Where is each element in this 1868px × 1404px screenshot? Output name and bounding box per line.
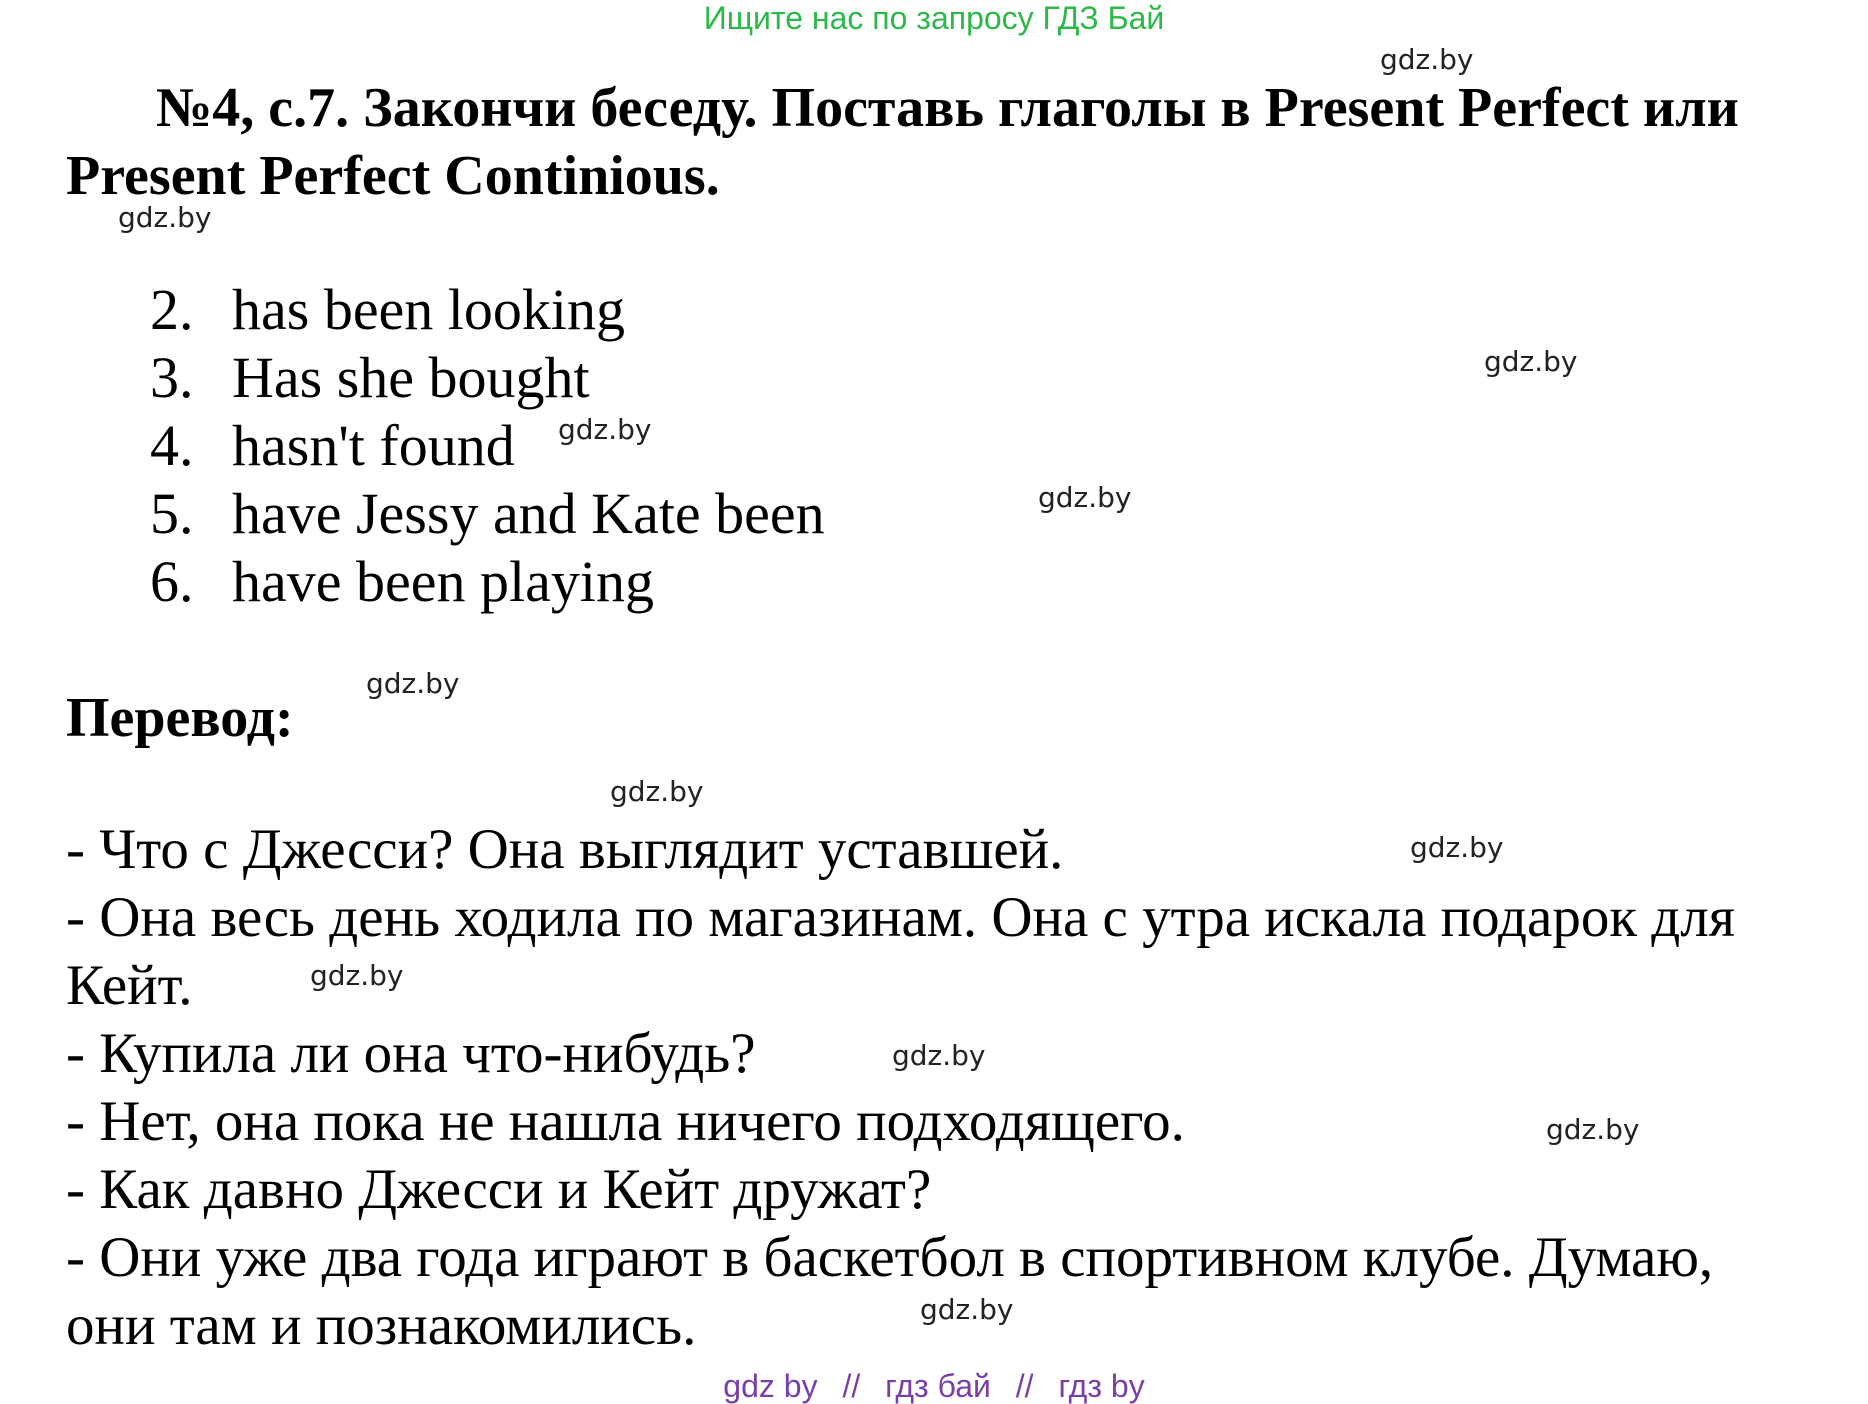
watermark: gdz.by bbox=[310, 959, 404, 992]
watermark: gdz.by bbox=[920, 1293, 1014, 1326]
answer-item bbox=[150, 276, 825, 344]
dialogue-line: - Что с Джесси? Она выглядит уставшей. bbox=[66, 818, 1064, 881]
answer-number: 2. bbox=[150, 277, 194, 342]
answer-number: 4. bbox=[150, 413, 194, 478]
answer-item bbox=[150, 480, 825, 548]
answer-text: have been playing bbox=[232, 549, 654, 614]
answer-text: have Jessy and Kate been bbox=[232, 481, 825, 546]
top-banner-text[interactable]: Ищите нас по запросу ГДЗ Бай bbox=[703, 0, 1165, 36]
watermark: gdz.by bbox=[610, 775, 704, 808]
exercise-heading-text: №4, с.7. Закончи беседу. Поставь глаголы в Present Perfect или Present Perfect Continious. bbox=[66, 77, 1739, 207]
watermark: gdz.by bbox=[366, 667, 460, 700]
watermark: gdz.by bbox=[892, 1039, 986, 1072]
watermark: gdz.by bbox=[1038, 481, 1132, 514]
answer-number: 6. bbox=[150, 549, 194, 614]
exercise-heading bbox=[66, 74, 1846, 210]
footer-link[interactable]: gdz by bbox=[723, 1368, 818, 1404]
top-banner[interactable] bbox=[0, 0, 1868, 36]
dialogue-line: - Она весь день ходила по магазинам. Она с утра искала подарок для Кейт. bbox=[66, 886, 1735, 1017]
watermark: gdz.by bbox=[1484, 345, 1578, 378]
answer-number: 3. bbox=[150, 345, 194, 410]
answer-number: 5. bbox=[150, 481, 194, 546]
watermark: gdz.by bbox=[558, 413, 652, 446]
dialogue-line: - Они уже два года играют в баскетбол в спортивном клубе. Думаю, они там и познакомились. bbox=[66, 1226, 1714, 1357]
answer-item bbox=[150, 412, 825, 480]
footer-separator: // bbox=[1015, 1368, 1034, 1404]
answer-text: Has she bought bbox=[232, 345, 590, 410]
watermark: gdz.by bbox=[1546, 1113, 1640, 1146]
footer-separator: // bbox=[842, 1368, 861, 1404]
footer-links bbox=[0, 1368, 1868, 1404]
footer-link[interactable]: гдз бай bbox=[885, 1368, 991, 1404]
answer-text: has been looking bbox=[232, 277, 626, 342]
dialogue-line: - Как давно Джесси и Кейт дружат? bbox=[66, 1158, 932, 1221]
dialogue-line: - Нет, она пока не нашла ничего подходящего. bbox=[66, 1090, 1185, 1153]
watermark: gdz.by bbox=[1380, 43, 1474, 76]
watermark: gdz.by bbox=[118, 201, 212, 234]
answer-text: hasn't found bbox=[232, 413, 515, 478]
dialogue-line: - Купила ли она что-нибудь? bbox=[66, 1022, 756, 1085]
answer-item bbox=[150, 548, 825, 616]
answer-item bbox=[150, 344, 825, 412]
footer-link[interactable]: гдз by bbox=[1058, 1368, 1145, 1404]
answers-list bbox=[150, 276, 825, 616]
translation-title: Перевод: bbox=[66, 687, 294, 749]
watermark: gdz.by bbox=[1410, 831, 1504, 864]
translation-dialogue bbox=[66, 816, 1806, 1360]
